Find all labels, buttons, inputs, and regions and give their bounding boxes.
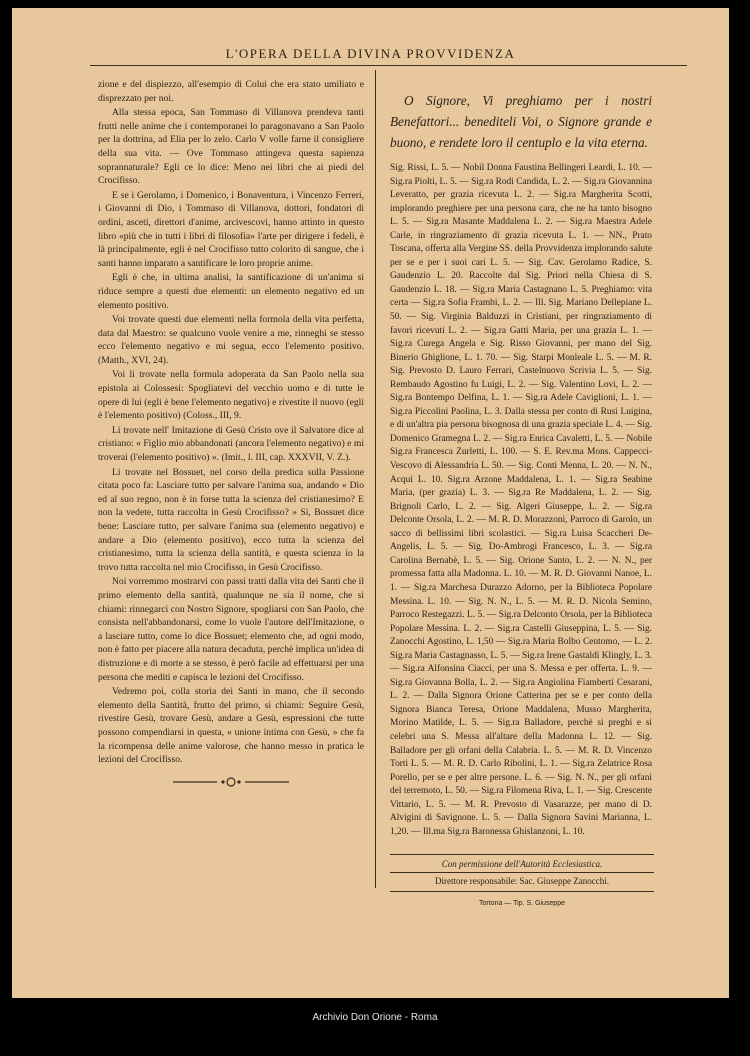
director-label: Direttore responsabile:: [435, 876, 518, 886]
footer-rule-top: [390, 854, 654, 855]
invocation-prayer: O Signore, Vi preghiamo per i nostri Benefattori... benediteli Voi, o Signore grande e buono, e rendete loro il centuplo e la vita eterna.: [390, 93, 652, 150]
left-column: [98, 78, 364, 793]
paragraph: Li trovate nell' Imitazione di Gesù Cristo ove il Salvatore dice al cristiano: « Figlio mio abbandonati (ancora l'elemento negativo) e mi troverai (l'elemento positivo) ». (Imit., l. III, cap. XXXVII, V. Z.).: [98, 424, 364, 464]
ornament-flourish-icon: [171, 775, 291, 789]
paragraph: Egli è che, in ultima analisi, la santificazione di un'anima si riduce sempre a questi due elementi: un elemento negativo ed un elemento positivo.: [98, 272, 364, 311]
paragraph: Vedremo poi, colla storia dei Santi in mano, che il secondo elemento della Santità, frutto del primo, si chiami: Seguire Gesù, rivestire Gesù, trovare Gesù, andare a Gesù, espressioni che tutte possono compendiarsi in questa, « unione intima con Gesù, » che fa la ricompensa delle anime valorose, che hanno messo in pratica le lezioni del Crocifisso.: [98, 686, 364, 766]
scanned-page: [12, 8, 729, 998]
director-name: Sac. Giuseppe Zanocchi.: [519, 876, 609, 886]
header-rule: [90, 65, 687, 66]
paragraph: Li trovate nel Bossuet, nel corso della predica sulla Passione citata poco fa: Lasciare tutto per salvare l'anima sua, andando « Dio ed al suo regno, non è in forse tutta la scienza del cristianesimo? E non la vedete, tutta raccolta in Gesù Crocifisso? » Sì, Bossuet dice bene: Lasciare tutto, per salvare l'anima sua (elemento negativo) e andare a Dio (elemento positivo), ecco tutta la scienza del cristianesimo, tutta la scienza della santità, e questa scienza io la trovo tutta raccolta nel mio Crocifisso, in Gesù Crocifisso.: [98, 466, 364, 573]
paragraph: Noi vorremmo mostrarvi con passi tratti dalla vita dei Santi che il primo elemento della santità, qualunque ne sia il nome, che si chiami: rinnegarci con Nostro Signore, spogliarsi con San Paolo, che consista nell'abbandonarsi, come lo vuole l'autore dell'Imitazione, o a lasciare tutto, come lo dice Bossuet; elemento che, ad ogni modo, non è fatto per piacere alla natura decaduta, perchè implica un'idea di distruzione e di morte a se stesso, è però facile ad effettuarsi per una persona che mediti e capisca le lezioni del Crocifisso.: [98, 576, 364, 683]
paragraph: Voi li trovate nella formula adoperata da San Paolo nella sua epistola ai Colossesi: Spogliatevi del vecchio uomo e di tutte le opere di lui (egli è bene l'elemento negativo) e rivestite il nuovo (egli è l'elemento positivo) (Coloss., III, 9.: [98, 369, 364, 422]
benefactors-list: Sig. Rissi, L. 5. — Nobil Donna Faustina Bellingeri Leardi, L. 10. — Sig.ra Piolti, L. 5. — Sig.ra Rodi Candida, L. 2. — Sig.ra Giovannina Leveratto, per grazia ricevuta L. 2. — Sig.ra Margherita Scotti, implorando preghiere per una persona cara, che ne ha tanto bisogno L. 5. — Sig.ra Masante Maddalena L. 2. — Sig.ra Maestra Adele Carle, in ringraziamento di grazia ricevuta L. 1. — NN., Prato Toscana, offerta alla Vergine SS. della Provvidenza implorando salute per se e per i suoi cari L. 5. — Sig. Cav. Gerolamo Radice, S. Gaudenzio L. 20. Raccolte dal Sig. Priori nella Chiesa di S. Gaudenzio L. 18. — Sig.ra Maria Castagnano L. 5. Preghiamo: vita certa — Sig.ra Sofia Frambi, L. 2. — Ill. Sig. Mariano Dellepiane L. 50. — Sig. Virginia Balduzzi in Cristiani, per ringraziamento di favori ricevuti L. 2. — Sig.ra Gatti Maria, per una grazia L. 1. — Sig.ra Curega Angela e Sig. Risso Giovanni, per mano del Sig. Binerio Ghiglione, L. 1. 70. — Sig. Starpi Monleale L. 5. — M. R. Sig. Prevosto D. Lauro Ferrari, Castelnuovo Scrivia L. 5. — Sig. Rembaudo Agostino fu Luigi, L. 2. — Sig. Valentino Lovi, L. 2. — Sig.ra Bontempo Delfina, L. 1. — Sig.ra Adele Caviglioni, L. 1. — Sig.ra Piccolini Paolina, L. 3. Dalla stessa per conto di Rusi Luigina, e di un'altra pia persona bisognosa di una grazia speciale L. 4. — Sig. Domenico Gramegna L. 2. — Sig.ra Enrica Cavaletti, L. 5. — Nobile Sig.ra Francesca Zurletti, L. 100. — S. E. Rev.ma Mons. Cappecci-Vescovo di Alessandria L. 50. — Sig. Conti Menna, L. 20. — N. N., Acqui L. 10. Sig.ra Arzone Maddalena, L. 1. — Sig.ra Seabine Maria, (per grazia) L. 3. — Sig.ra Re Maddalena, L. 2. — Sig. Brignoli Carlo, L. 2. — Sig. Algeri Giuseppe, L. 2. — Sig.ra Delconte Orsola, L. 2. — M. R. D. Morazzoni, Parroco di Garolo, un sacco di bellissimi libri scolastici. — Sig.ra Luisa Scaccheri De-Angelis, L. 5. — Sig. Do-Ambrogi Francesco, L. 3. — Sig.ra Carolina Bernabè, L. 5. — Sig. Orione Santo, L. 2. — N. N., per promessa fatta alla Madonna. L. 10. — M. R. D. Giovanni Nanoe, L. 1. — Sig.ra Marchesa Durazzo Adorno, per la Biblioteca Popolare Messina. L. 10. — Sig. N. N., L. 5. — M. R. D. Nicola Semino, Parroco Restegazzi. L. 5. — Sig.ra Delconto Orsola, per la Biblioteca Popolare Messina. L. 2. — Sig.ra Castelli Giuseppina, L. 5. — Sig. Zanocchi Agostino, L. 1,50 — Sig.ra Maria Bolbo Centomo, — L. 2. Sig.ra Maria Castagnasso, L. 5. — Sig.ra Irene Gastaldi Klingly, L. 3. — Sig.ra Alfonsina Ciacci, per una S. Messa e per offerta. L. 9. — Sig.ra Giovanna Bolla, L. 2. — Sig.ra Angiolina Fiamberti Cesarani, L. 2. — Dalla Signora Orione Catterina per se e per conto della Signora Bianca Teresa, Orione Maddalena, Musso Margherita, Morino Matilde, L. 5. — Sig.ra Balladore, perchè si preghi e si celebri una S. Messa all'altare della Madonna L. 12. — Sig. Balladore per gli orfani della Calabria. L. 5. — M. R. D. Vincenzo Torti L. 5. — M. R. D. Carlo Ribolini, L. 1. — Sig.ra Zelatrice Rosa Porello, per se e per altre persone. L. 6. — Sig. N. N., per gli orfani del terremoto, L. 50. — Sig.ra Filomena Riva, L. 1. — Sig. Crescente Vittario, L. 5. — M. R. Prevosto di Vasarazze, per mano di D. Alvigini di Savignone. L. 5. — Dalla Signora Savini Marianna, L. 1,20. — Ill.ma Sig.ra Baronessa Ghislanzoni, L. 10.: [390, 163, 652, 837]
paragraph: Voi trovate questi due elementi nella formola della vita perfetta, data dal Maestro: se qualcuno vuole venire a me, rinneghi se stesso ecco l'elemento negativo e mi segua, ecco l'elemento positivo. (Matth., XVI, 24).: [98, 314, 364, 366]
column-divider: [375, 70, 376, 888]
footer-rule-bottom: [390, 891, 654, 892]
paragraph: Alla stessa epoca, San Tommaso di Villanova prendeva tanti frutti nelle anime che i contemporanei lo paragonavano a San Paolo per la dottrina, ad Elia per lo zelo. Carlo V volle farne il consigliere della sua vita. — Ove Tommaso attingeva questa sapienza soprannaturale? Egli ce lo dice: Meno nei libri che ai piedi del Crocifisso.: [98, 107, 364, 187]
archive-watermark: Archivio Don Orione - Roma: [312, 1012, 438, 1023]
paragraph: E se i Gerolamo, i Domenico, i Bonaventura, i Vincenzo Ferreri, i Giovanni di Dio, i Tommaso di Villanova, dottori, fondatori di ordini, asceti, direttori d'anime, arcivescovi, hanno attinto in questo libro «più che in tutti i libri di filosofia» l'arte per dirigere i fedeli, è là principalmente, egli è nel Crocifisso tutto colorito di sangue, che i santi hanno imparato a santificare le loro proprie anime.: [98, 189, 364, 269]
footer-rule-middle: [390, 872, 654, 873]
printer-imprint: Tortona — Tip. S. Giuseppe: [479, 900, 565, 907]
paragraph: zione e del dispiezzo, all'esempio di Colui che era stato umiliato e disprezzato per noi.: [98, 79, 364, 104]
running-title: L'OPERA DELLA DIVINA PROVVIDENZA: [225, 46, 516, 61]
director-line: [390, 876, 654, 886]
ornament-divider: [98, 775, 364, 794]
ecclesiastical-permission: Con permissione dell'Autorità Ecclesiastica.: [441, 859, 603, 869]
right-column: [390, 90, 652, 839]
